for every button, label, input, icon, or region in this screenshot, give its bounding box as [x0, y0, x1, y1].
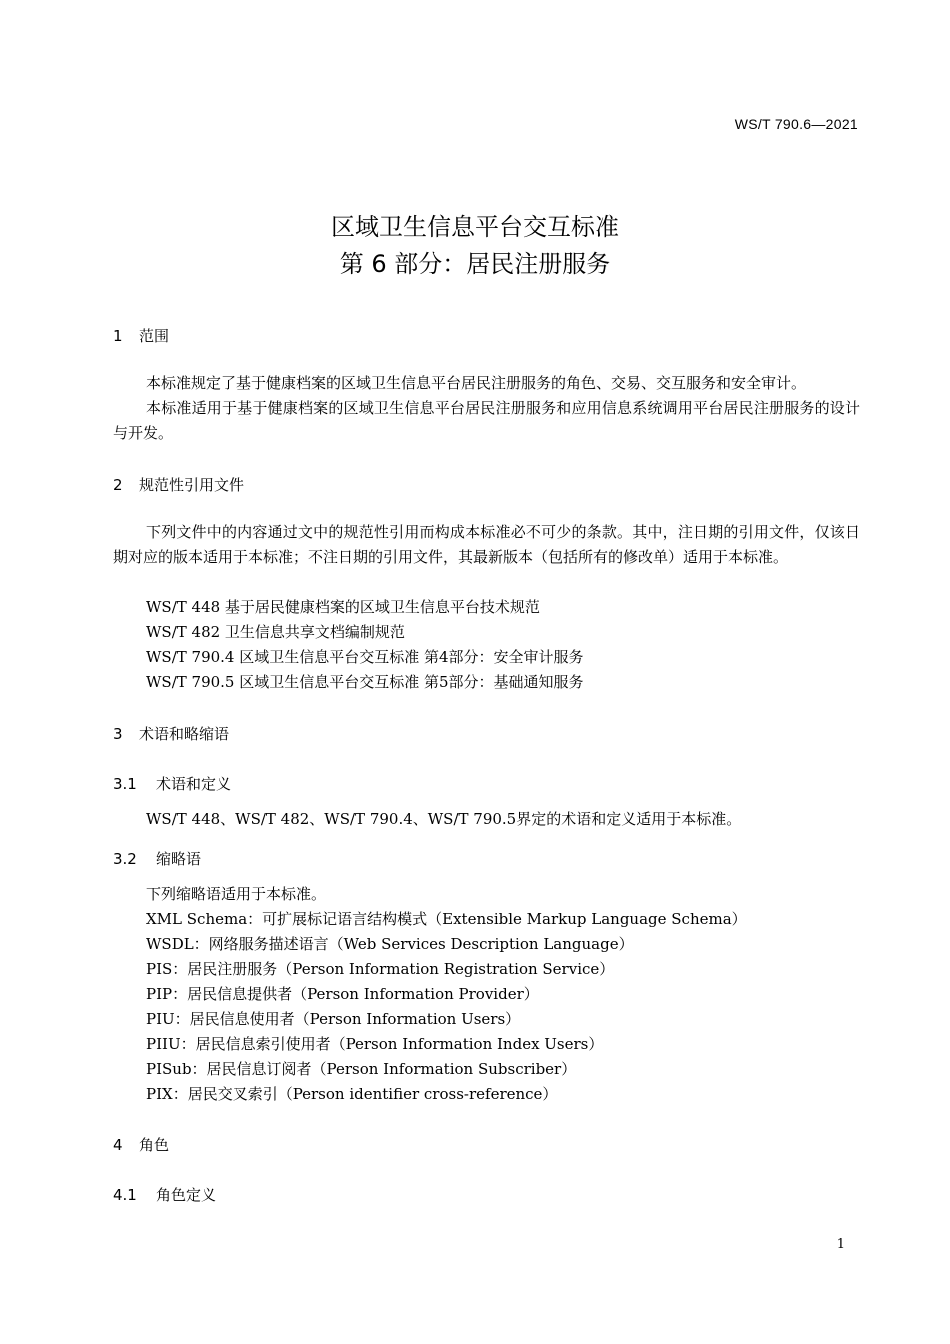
section-title: 范围 [139, 327, 170, 345]
abbreviation-item: PIS：居民注册服务（Person Information Registration Service） [146, 960, 615, 978]
section-number: 4 [113, 1136, 123, 1154]
abbreviation-item: PIP：居民信息提供者（Person Information Provider） [146, 985, 539, 1003]
section-3-2-heading [113, 848, 201, 869]
section-2-paragraph-1: 下列文件中的内容通过文中的规范性引用而构成本标准必不可少的条款。其中，注日期的引用文件，仅该日期对应的版本适用于本标准；不注日期的引用文件，其最新版本（包括所有的修改单）适用于本标准。 [113, 523, 860, 566]
abbreviation-item: PIU：居民信息使用者（Person Information Users） [146, 1010, 521, 1028]
abbreviation-item: PIIU：居民信息索引使用者（Person Information Index Users） [146, 1035, 604, 1053]
section-1-paragraph-2: 本标准适用于基于健康档案的区域卫生信息平台居民注册服务和应用信息系统调用平台居民注册服务的设计与开发。 [113, 399, 860, 442]
reference-item: WS/T 482 卫生信息共享文档编制规范 [146, 623, 405, 641]
section-title: 术语和定义 [156, 775, 232, 793]
section-3-1-heading [113, 773, 231, 794]
abbreviations-intro: 下列缩略语适用于本标准。 [146, 885, 327, 903]
section-number: 3.1 [113, 775, 137, 793]
document-title-line1: 区域卫生信息平台交互标准 [331, 213, 619, 241]
section-4-heading [113, 1134, 169, 1155]
abbreviation-item: PISub：居民信息订阅者（Person Information Subscriber） [146, 1060, 577, 1078]
section-3-1-paragraph: WS/T 448、WS/T 482、WS/T 790.4、WS/T 790.5界定的术语和定义适用于本标准。 [146, 810, 742, 828]
section-title: 角色定义 [156, 1186, 217, 1204]
reference-item: WS/T 790.4 区域卫生信息平台交互标准 第4部分：安全审计服务 [146, 648, 584, 666]
section-number: 1 [113, 327, 123, 345]
abbreviation-item: PIX：居民交叉索引（Person identifier cross-reference） [146, 1085, 558, 1103]
section-title: 角色 [139, 1136, 170, 1154]
reference-item: WS/T 790.5 区域卫生信息平台交互标准 第5部分：基础通知服务 [146, 673, 584, 691]
section-1-paragraph-1: 本标准规定了基于健康档案的区域卫生信息平台居民注册服务的角色、交易、交互服务和安全审计。 [146, 374, 807, 392]
abbreviation-item: XML Schema：可扩展标记语言结构模式（Extensible Markup Language Schema） [146, 910, 747, 928]
section-number: 4.1 [113, 1186, 137, 1204]
section-number: 3 [113, 725, 123, 743]
section-1-heading [113, 325, 169, 346]
section-number: 3.2 [113, 850, 137, 868]
section-title: 规范性引用文件 [139, 476, 245, 494]
section-title: 缩略语 [156, 850, 202, 868]
standard-code: WS/T 790.6—2021 [734, 116, 858, 132]
section-number: 2 [113, 476, 123, 494]
reference-item: WS/T 448 基于居民健康档案的区域卫生信息平台技术规范 [146, 598, 540, 616]
page-number: 1 [836, 1237, 845, 1252]
document-title-line2: 第 6 部分：居民注册服务 [339, 250, 611, 278]
section-3-heading [113, 723, 229, 744]
abbreviation-item: WSDL：网络服务描述语言（Web Services Description Language） [146, 935, 634, 953]
section-title: 术语和略缩语 [139, 725, 230, 743]
section-2-heading [113, 474, 244, 495]
section-4-1-heading [113, 1184, 216, 1205]
